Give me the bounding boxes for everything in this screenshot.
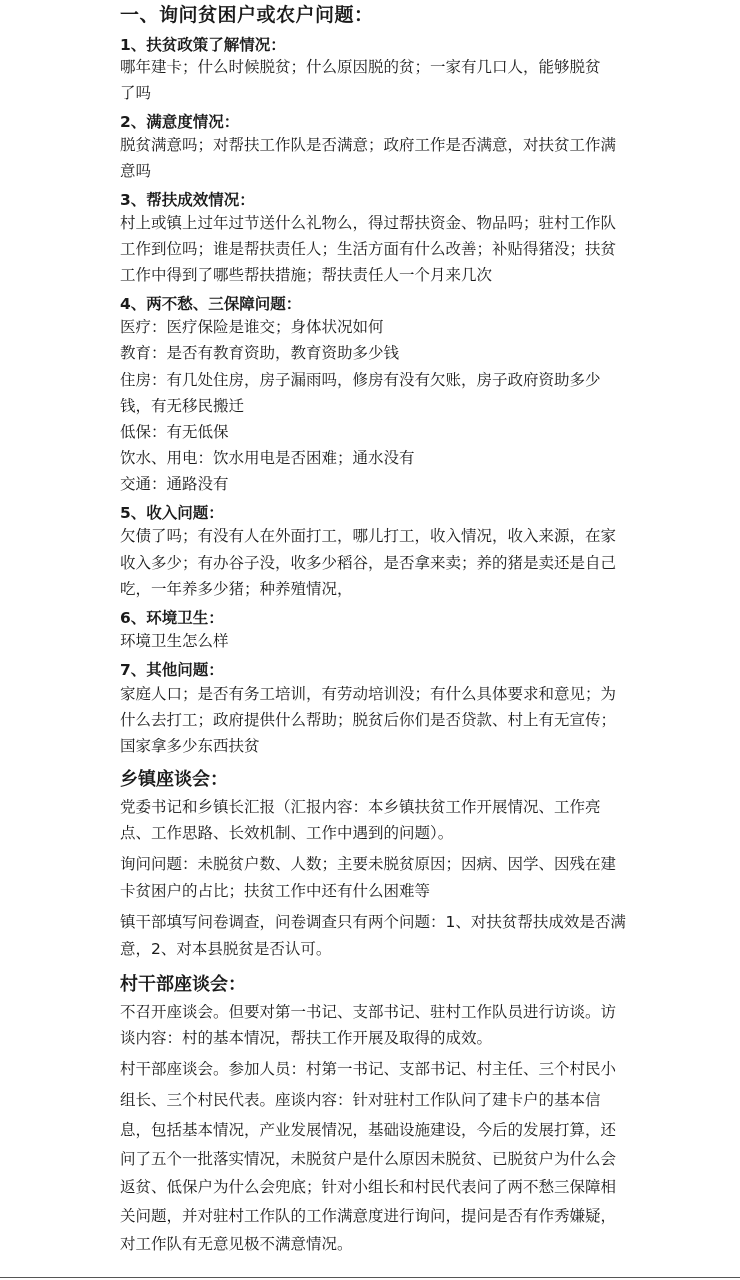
paragraph-line: 关问题，并对驻村工作队的工作满意度进行询问，提问是否有作秀嫌疑， — [120, 1207, 617, 1225]
page-title: 一、询问贫困户或农户问题： — [120, 4, 374, 26]
paragraph-line: 什么去打工；政府提供什么帮助；脱贫后你们是否贷款、村上有无宣传； — [120, 711, 617, 729]
section-heading-5: 5、收入问题： — [120, 504, 224, 522]
paragraph-line: 哪年建卡；什么时候脱贫；什么原因脱的贫；一家有几口人，能够脱贫 — [120, 58, 601, 76]
paragraph-line: 询问问题：未脱贫户数、人数；主要未脱贫原因；因病、因学、因残在建 — [120, 855, 617, 873]
section-heading-6: 6、环境卫生： — [120, 609, 224, 627]
paragraph-line: 意吗 — [120, 162, 152, 180]
paragraph-line: 饮水、用电：饮水用电是否困难；通水没有 — [120, 449, 415, 467]
paragraph-line: 家庭人口；是否有务工培训，有劳动培训没；有什么具体要求和意见；为 — [120, 685, 617, 703]
paragraph-line: 党委书记和乡镇长汇报（汇报内容：本乡镇扶贫工作开展情况、工作亮 — [120, 798, 601, 816]
paragraph-line: 交通：通路没有 — [120, 475, 229, 493]
paragraph-line: 意，2、对本县脱贫是否认可。 — [120, 940, 332, 958]
paragraph-line: 工作中得到了哪些帮扶措施；帮扶责任人一个月来几次 — [120, 266, 493, 284]
paragraph-line: 低保：有无低保 — [120, 423, 229, 441]
page-divider — [0, 1277, 740, 1278]
paragraph-line: 对工作队有无意见极不满意情况。 — [120, 1235, 353, 1253]
paragraph-line: 环境卫生怎么样 — [120, 632, 229, 650]
paragraph-line: 点、工作思路、长效机制、工作中遇到的问题）。 — [120, 824, 454, 842]
paragraph-line: 不召开座谈会。但要对第一书记、支部书记、驻村工作队员进行访谈。访 — [120, 1003, 617, 1021]
paragraph-line: 住房：有几处住房，房子漏雨吗，修房有没有欠账，房子政府资助多少 — [120, 371, 601, 389]
paragraph-line: 国家拿多少东西扶贫 — [120, 737, 260, 755]
paragraph-line: 钱，有无移民搬迁 — [120, 397, 245, 415]
paragraph-line: 工作到位吗；谁是帮扶责任人；生活方面有什么改善；补贴得猪没；扶贫 — [120, 240, 617, 258]
section-heading-7: 7、其他问题： — [120, 661, 224, 679]
paragraph-line: 医疗：医疗保险是谁交；身体状况如何 — [120, 318, 384, 336]
section-heading-4: 4、两不愁、三保障问题： — [120, 295, 302, 313]
paragraph-line: 村干部座谈会。参加人员：村第一书记、支部书记、村主任、三个村民小 — [120, 1060, 617, 1078]
paragraph-line: 吃，一年养多少猪；种养殖情况， — [120, 580, 353, 598]
paragraph-line: 谈内容：村的基本情况，帮扶工作开展及取得的成效。 — [120, 1029, 493, 1047]
village-heading: 村干部座谈会： — [120, 974, 246, 995]
paragraph-line: 收入多少；有办谷子没，收多少稻谷，是否拿来卖；养的猪是卖还是自己 — [120, 554, 617, 572]
township-heading: 乡镇座谈会： — [120, 769, 228, 790]
paragraph-line: 息，包括基本情况，产业发展情况，基础设施建设，今后的发展打算，还 — [120, 1121, 617, 1139]
paragraph-line: 脱贫满意吗；对帮扶工作队是否满意；政府工作是否满意，对扶贫工作满 — [120, 136, 617, 154]
paragraph-line: 问了五个一批落实情况，未脱贫户是什么原因未脱贫、已脱贫户为什么会 — [120, 1150, 617, 1168]
section-heading-1: 1、扶贫政策了解情况： — [120, 36, 286, 54]
paragraph-line: 了吗 — [120, 84, 152, 102]
paragraph-line: 村上或镇上过年过节送什么礼物么，得过帮扶资金、物品吗；驻村工作队 — [120, 214, 617, 232]
paragraph-line: 卡贫困户的占比；扶贫工作中还有什么困难等 — [120, 882, 431, 900]
section-heading-3: 3、帮扶成效情况： — [120, 191, 255, 209]
paragraph-line: 组长、三个村民代表。座谈内容：针对驻村工作队问了建卡户的基本信 — [120, 1091, 601, 1109]
section-heading-2: 2、满意度情况： — [120, 113, 240, 131]
paragraph-line: 返贫、低保户为什么会兜底；针对小组长和村民代表问了两不愁三保障相 — [120, 1178, 617, 1196]
paragraph-line: 镇干部填写问卷调查，问卷调查只有两个问题：1、对扶贫帮扶成效是否满 — [120, 913, 626, 931]
paragraph-line: 教育：是否有教育资助，教育资助多少钱 — [120, 344, 400, 362]
paragraph-line: 欠债了吗；有没有人在外面打工，哪儿打工，收入情况，收入来源，在家 — [120, 527, 617, 545]
